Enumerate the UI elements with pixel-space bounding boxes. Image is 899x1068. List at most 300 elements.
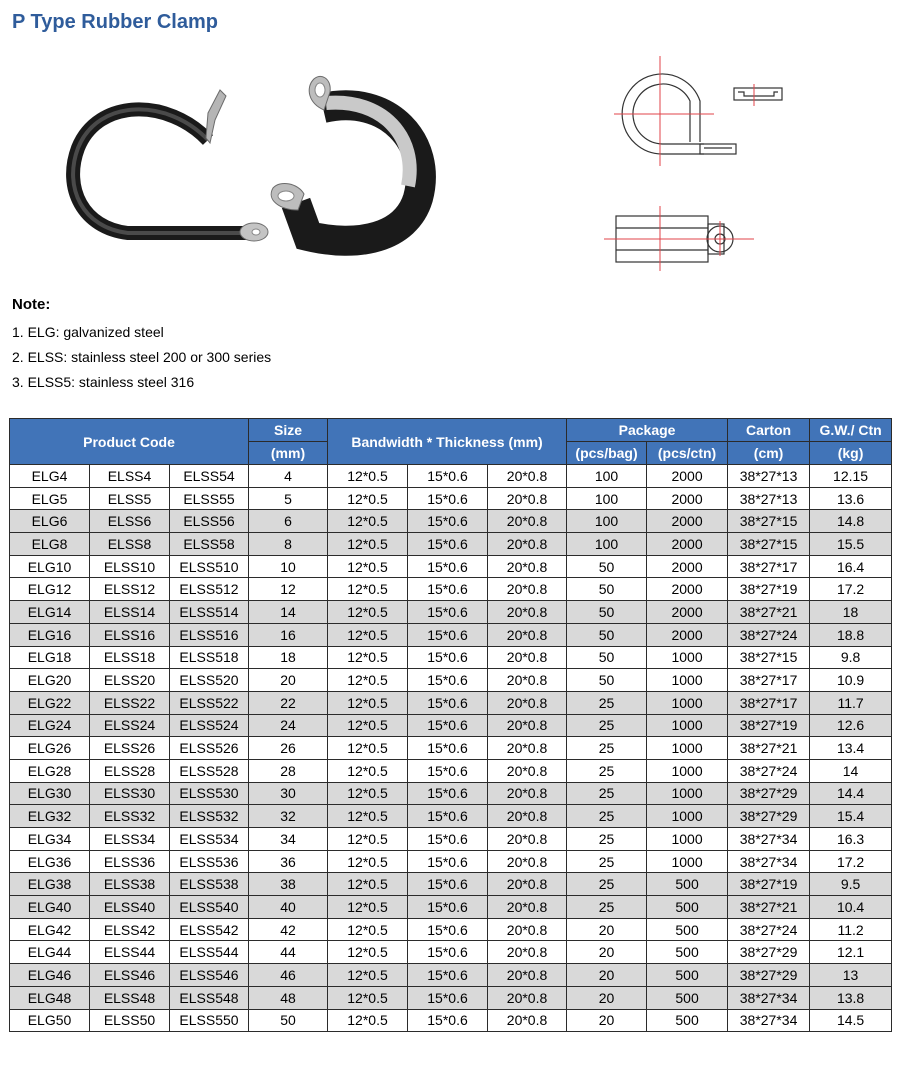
cell-band-20: 20*0.8 bbox=[488, 714, 567, 737]
cell-elss5-code: ELSS536 bbox=[170, 850, 249, 873]
cell-size: 30 bbox=[249, 782, 328, 805]
cell-pcs-ctn: 500 bbox=[647, 896, 728, 919]
cell-elg-code: ELG48 bbox=[10, 986, 90, 1009]
cell-gross-weight: 10.9 bbox=[810, 669, 892, 692]
cell-elss-code: ELSS20 bbox=[90, 669, 170, 692]
cell-band-15: 15*0.6 bbox=[408, 964, 488, 987]
cell-band-20: 20*0.8 bbox=[488, 737, 567, 760]
cell-band-12: 12*0.5 bbox=[328, 714, 408, 737]
cell-pcs-bag: 50 bbox=[567, 601, 647, 624]
cell-elss5-code: ELSS540 bbox=[170, 896, 249, 919]
header-carton-unit: (cm) bbox=[728, 442, 810, 465]
cell-band-15: 15*0.6 bbox=[408, 941, 488, 964]
cell-carton: 38*27*17 bbox=[728, 555, 810, 578]
table-row bbox=[10, 533, 892, 556]
clamp-right-image bbox=[271, 76, 421, 240]
cell-size: 48 bbox=[249, 986, 328, 1009]
cell-band-15: 15*0.6 bbox=[408, 601, 488, 624]
table-row bbox=[10, 850, 892, 873]
cell-elss5-code: ELSS524 bbox=[170, 714, 249, 737]
cell-band-15: 15*0.6 bbox=[408, 828, 488, 851]
cell-carton: 38*27*24 bbox=[728, 759, 810, 782]
cell-gross-weight: 11.2 bbox=[810, 918, 892, 941]
cell-size: 12 bbox=[249, 578, 328, 601]
cell-pcs-bag: 25 bbox=[567, 873, 647, 896]
cell-size: 14 bbox=[249, 601, 328, 624]
cell-band-12: 12*0.5 bbox=[328, 669, 408, 692]
cell-band-15: 15*0.6 bbox=[408, 737, 488, 760]
table-row bbox=[10, 646, 892, 669]
cell-band-20: 20*0.8 bbox=[488, 782, 567, 805]
cell-band-15: 15*0.6 bbox=[408, 487, 488, 510]
cell-elss5-code: ELSS518 bbox=[170, 646, 249, 669]
cell-carton: 38*27*19 bbox=[728, 873, 810, 896]
table-row bbox=[10, 918, 892, 941]
cell-gross-weight: 12.6 bbox=[810, 714, 892, 737]
cell-pcs-ctn: 1000 bbox=[647, 714, 728, 737]
cell-size: 22 bbox=[249, 691, 328, 714]
cell-band-12: 12*0.5 bbox=[328, 487, 408, 510]
cell-band-12: 12*0.5 bbox=[328, 510, 408, 533]
cell-gross-weight: 14 bbox=[810, 759, 892, 782]
cell-elg-code: ELG26 bbox=[10, 737, 90, 760]
cell-elss5-code: ELSS54 bbox=[170, 465, 249, 488]
table-row bbox=[10, 669, 892, 692]
cell-carton: 38*27*17 bbox=[728, 691, 810, 714]
cell-pcs-ctn: 1000 bbox=[647, 646, 728, 669]
cell-carton: 38*27*17 bbox=[728, 669, 810, 692]
cell-elss-code: ELSS42 bbox=[90, 918, 170, 941]
cell-carton: 38*27*19 bbox=[728, 578, 810, 601]
cell-gross-weight: 18.8 bbox=[810, 623, 892, 646]
cell-size: 10 bbox=[249, 555, 328, 578]
table-row bbox=[10, 487, 892, 510]
cell-band-20: 20*0.8 bbox=[488, 805, 567, 828]
cell-gross-weight: 15.4 bbox=[810, 805, 892, 828]
specification-table bbox=[9, 418, 892, 1032]
cell-elg-code: ELG10 bbox=[10, 555, 90, 578]
cell-carton: 38*27*29 bbox=[728, 964, 810, 987]
cell-pcs-bag: 100 bbox=[567, 465, 647, 488]
cell-carton: 38*27*24 bbox=[728, 623, 810, 646]
cell-band-15: 15*0.6 bbox=[408, 759, 488, 782]
cell-pcs-bag: 50 bbox=[567, 578, 647, 601]
cell-band-12: 12*0.5 bbox=[328, 623, 408, 646]
cell-gross-weight: 13.4 bbox=[810, 737, 892, 760]
cell-band-12: 12*0.5 bbox=[328, 896, 408, 919]
cell-elss5-code: ELSS56 bbox=[170, 510, 249, 533]
cell-gross-weight: 12.15 bbox=[810, 465, 892, 488]
cell-band-12: 12*0.5 bbox=[328, 646, 408, 669]
cell-elss5-code: ELSS542 bbox=[170, 918, 249, 941]
cell-elss5-code: ELSS522 bbox=[170, 691, 249, 714]
table-row bbox=[10, 1009, 892, 1032]
cell-elss-code: ELSS24 bbox=[90, 714, 170, 737]
cell-carton: 38*27*19 bbox=[728, 714, 810, 737]
cell-band-15: 15*0.6 bbox=[408, 805, 488, 828]
cell-elss-code: ELSS34 bbox=[90, 828, 170, 851]
cell-elss-code: ELSS18 bbox=[90, 646, 170, 669]
table-row bbox=[10, 964, 892, 987]
cell-gross-weight: 13.8 bbox=[810, 986, 892, 1009]
cell-gross-weight: 9.8 bbox=[810, 646, 892, 669]
cell-pcs-bag: 25 bbox=[567, 691, 647, 714]
cell-band-12: 12*0.5 bbox=[328, 533, 408, 556]
cell-size: 46 bbox=[249, 964, 328, 987]
cell-size: 42 bbox=[249, 918, 328, 941]
cell-carton: 38*27*29 bbox=[728, 805, 810, 828]
cell-pcs-ctn: 500 bbox=[647, 918, 728, 941]
cell-elss-code: ELSS22 bbox=[90, 691, 170, 714]
cell-carton: 38*27*29 bbox=[728, 782, 810, 805]
table-row bbox=[10, 896, 892, 919]
cell-band-15: 15*0.6 bbox=[408, 465, 488, 488]
cell-gross-weight: 13 bbox=[810, 964, 892, 987]
cell-size: 18 bbox=[249, 646, 328, 669]
cell-pcs-bag: 100 bbox=[567, 533, 647, 556]
cell-elss5-code: ELSS546 bbox=[170, 964, 249, 987]
cell-band-20: 20*0.8 bbox=[488, 759, 567, 782]
cell-band-20: 20*0.8 bbox=[488, 918, 567, 941]
cell-band-12: 12*0.5 bbox=[328, 941, 408, 964]
cell-pcs-bag: 50 bbox=[567, 555, 647, 578]
note-item: 2. ELSS: stainless steel 200 or 300 series bbox=[12, 349, 272, 365]
cell-gross-weight: 13.6 bbox=[810, 487, 892, 510]
cell-band-15: 15*0.6 bbox=[408, 646, 488, 669]
cell-size: 38 bbox=[249, 873, 328, 896]
cell-gross-weight: 14.4 bbox=[810, 782, 892, 805]
cell-elg-code: ELG32 bbox=[10, 805, 90, 828]
cell-elg-code: ELG50 bbox=[10, 1009, 90, 1032]
cell-gross-weight: 16.3 bbox=[810, 828, 892, 851]
cell-pcs-ctn: 500 bbox=[647, 986, 728, 1009]
table-row bbox=[10, 873, 892, 896]
cell-gross-weight: 16.4 bbox=[810, 555, 892, 578]
cell-band-20: 20*0.8 bbox=[488, 691, 567, 714]
cell-band-20: 20*0.8 bbox=[488, 487, 567, 510]
cell-pcs-ctn: 1000 bbox=[647, 805, 728, 828]
cell-elss5-code: ELSS516 bbox=[170, 623, 249, 646]
cell-pcs-bag: 25 bbox=[567, 805, 647, 828]
cell-band-20: 20*0.8 bbox=[488, 964, 567, 987]
cell-gross-weight: 17.2 bbox=[810, 850, 892, 873]
note-section bbox=[12, 296, 271, 395]
cell-elss-code: ELSS36 bbox=[90, 850, 170, 873]
cell-carton: 38*27*34 bbox=[728, 850, 810, 873]
cell-carton: 38*27*34 bbox=[728, 828, 810, 851]
cell-gross-weight: 17.2 bbox=[810, 578, 892, 601]
cell-carton: 38*27*13 bbox=[728, 465, 810, 488]
cell-band-20: 20*0.8 bbox=[488, 646, 567, 669]
cell-pcs-bag: 25 bbox=[567, 896, 647, 919]
cell-band-12: 12*0.5 bbox=[328, 601, 408, 624]
cell-pcs-bag: 25 bbox=[567, 759, 647, 782]
product-photo bbox=[58, 68, 438, 268]
table-row bbox=[10, 623, 892, 646]
cell-elg-code: ELG16 bbox=[10, 623, 90, 646]
cell-band-15: 15*0.6 bbox=[408, 533, 488, 556]
cell-carton: 38*27*29 bbox=[728, 941, 810, 964]
cell-pcs-ctn: 2000 bbox=[647, 487, 728, 510]
cell-elg-code: ELG14 bbox=[10, 601, 90, 624]
cell-carton: 38*27*15 bbox=[728, 510, 810, 533]
cell-band-12: 12*0.5 bbox=[328, 850, 408, 873]
cell-band-20: 20*0.8 bbox=[488, 578, 567, 601]
cell-pcs-ctn: 2000 bbox=[647, 465, 728, 488]
cell-band-15: 15*0.6 bbox=[408, 896, 488, 919]
cell-elss5-code: ELSS544 bbox=[170, 941, 249, 964]
cell-size: 24 bbox=[249, 714, 328, 737]
cell-gross-weight: 10.4 bbox=[810, 896, 892, 919]
cell-pcs-ctn: 500 bbox=[647, 873, 728, 896]
cell-size: 20 bbox=[249, 669, 328, 692]
table-row bbox=[10, 737, 892, 760]
header-pcs-ctn: (pcs/ctn) bbox=[647, 442, 728, 465]
cell-size: 5 bbox=[249, 487, 328, 510]
cell-elg-code: ELG24 bbox=[10, 714, 90, 737]
header-bandwidth: Bandwidth * Thickness (mm) bbox=[328, 419, 567, 465]
cell-elss-code: ELSS50 bbox=[90, 1009, 170, 1032]
cell-elg-code: ELG22 bbox=[10, 691, 90, 714]
cell-elg-code: ELG18 bbox=[10, 646, 90, 669]
cell-elg-code: ELG38 bbox=[10, 873, 90, 896]
cell-pcs-ctn: 2000 bbox=[647, 555, 728, 578]
cell-pcs-bag: 25 bbox=[567, 850, 647, 873]
cell-elg-code: ELG28 bbox=[10, 759, 90, 782]
cell-elg-code: ELG6 bbox=[10, 510, 90, 533]
cell-pcs-bag: 25 bbox=[567, 714, 647, 737]
cell-pcs-bag: 50 bbox=[567, 669, 647, 692]
cell-pcs-bag: 25 bbox=[567, 782, 647, 805]
header-product-code: Product Code bbox=[10, 419, 249, 465]
cell-band-20: 20*0.8 bbox=[488, 669, 567, 692]
cell-band-12: 12*0.5 bbox=[328, 691, 408, 714]
cell-size: 28 bbox=[249, 759, 328, 782]
cell-band-12: 12*0.5 bbox=[328, 737, 408, 760]
cell-elg-code: ELG36 bbox=[10, 850, 90, 873]
cell-pcs-ctn: 500 bbox=[647, 964, 728, 987]
cell-band-20: 20*0.8 bbox=[488, 533, 567, 556]
cell-carton: 38*27*21 bbox=[728, 601, 810, 624]
cell-carton: 38*27*34 bbox=[728, 1009, 810, 1032]
cell-elg-code: ELG20 bbox=[10, 669, 90, 692]
cell-band-12: 12*0.5 bbox=[328, 805, 408, 828]
cell-elss-code: ELSS46 bbox=[90, 964, 170, 987]
cell-band-15: 15*0.6 bbox=[408, 691, 488, 714]
cell-elg-code: ELG44 bbox=[10, 941, 90, 964]
cell-pcs-bag: 20 bbox=[567, 986, 647, 1009]
cell-elss5-code: ELSS534 bbox=[170, 828, 249, 851]
cell-band-12: 12*0.5 bbox=[328, 986, 408, 1009]
cell-elg-code: ELG34 bbox=[10, 828, 90, 851]
cell-band-12: 12*0.5 bbox=[328, 782, 408, 805]
cell-elss-code: ELSS32 bbox=[90, 805, 170, 828]
table-row bbox=[10, 805, 892, 828]
cell-size: 36 bbox=[249, 850, 328, 873]
cell-pcs-bag: 25 bbox=[567, 737, 647, 760]
cell-size: 44 bbox=[249, 941, 328, 964]
table-row bbox=[10, 510, 892, 533]
cell-pcs-bag: 20 bbox=[567, 918, 647, 941]
cell-band-12: 12*0.5 bbox=[328, 555, 408, 578]
cell-pcs-ctn: 1000 bbox=[647, 782, 728, 805]
cell-carton: 38*27*24 bbox=[728, 918, 810, 941]
table-row bbox=[10, 555, 892, 578]
cell-pcs-ctn: 1000 bbox=[647, 737, 728, 760]
cell-size: 40 bbox=[249, 896, 328, 919]
header-carton: Carton bbox=[728, 419, 810, 442]
header-package: Package bbox=[567, 419, 728, 442]
cell-elss5-code: ELSS528 bbox=[170, 759, 249, 782]
cell-elss-code: ELSS8 bbox=[90, 533, 170, 556]
cell-elss-code: ELSS48 bbox=[90, 986, 170, 1009]
table-row bbox=[10, 601, 892, 624]
cell-elss5-code: ELSS520 bbox=[170, 669, 249, 692]
cell-elss-code: ELSS5 bbox=[90, 487, 170, 510]
cell-pcs-bag: 20 bbox=[567, 941, 647, 964]
cell-pcs-bag: 50 bbox=[567, 646, 647, 669]
cell-elss5-code: ELSS510 bbox=[170, 555, 249, 578]
cell-elss5-code: ELSS530 bbox=[170, 782, 249, 805]
cell-elss-code: ELSS44 bbox=[90, 941, 170, 964]
cell-pcs-bag: 100 bbox=[567, 487, 647, 510]
cell-carton: 38*27*21 bbox=[728, 737, 810, 760]
cell-band-15: 15*0.6 bbox=[408, 555, 488, 578]
cell-elss5-code: ELSS55 bbox=[170, 487, 249, 510]
cell-elss-code: ELSS30 bbox=[90, 782, 170, 805]
cell-elss-code: ELSS14 bbox=[90, 601, 170, 624]
cell-elss5-code: ELSS548 bbox=[170, 986, 249, 1009]
cell-band-20: 20*0.8 bbox=[488, 896, 567, 919]
cell-band-12: 12*0.5 bbox=[328, 873, 408, 896]
cell-band-15: 15*0.6 bbox=[408, 714, 488, 737]
cell-gross-weight: 18 bbox=[810, 601, 892, 624]
cell-pcs-bag: 100 bbox=[567, 510, 647, 533]
cell-elg-code: ELG46 bbox=[10, 964, 90, 987]
cell-band-20: 20*0.8 bbox=[488, 623, 567, 646]
cell-pcs-ctn: 500 bbox=[647, 941, 728, 964]
page-title: P Type Rubber Clamp bbox=[12, 11, 218, 33]
cell-band-15: 15*0.6 bbox=[408, 623, 488, 646]
table-body bbox=[10, 465, 892, 1032]
cell-elss5-code: ELSS512 bbox=[170, 578, 249, 601]
cell-carton: 38*27*15 bbox=[728, 646, 810, 669]
cell-band-20: 20*0.8 bbox=[488, 555, 567, 578]
cell-band-12: 12*0.5 bbox=[328, 1009, 408, 1032]
cell-band-20: 20*0.8 bbox=[488, 986, 567, 1009]
cell-elss-code: ELSS12 bbox=[90, 578, 170, 601]
cell-band-20: 20*0.8 bbox=[488, 601, 567, 624]
cell-elss-code: ELSS16 bbox=[90, 623, 170, 646]
cell-pcs-ctn: 1000 bbox=[647, 691, 728, 714]
cell-size: 50 bbox=[249, 1009, 328, 1032]
cell-elss-code: ELSS6 bbox=[90, 510, 170, 533]
cell-gross-weight: 9.5 bbox=[810, 873, 892, 896]
cell-band-15: 15*0.6 bbox=[408, 510, 488, 533]
cell-size: 34 bbox=[249, 828, 328, 851]
cell-band-15: 15*0.6 bbox=[408, 986, 488, 1009]
table-row bbox=[10, 759, 892, 782]
cell-size: 16 bbox=[249, 623, 328, 646]
table-row bbox=[10, 578, 892, 601]
cell-size: 4 bbox=[249, 465, 328, 488]
cell-band-20: 20*0.8 bbox=[488, 828, 567, 851]
cell-elg-code: ELG12 bbox=[10, 578, 90, 601]
table-row bbox=[10, 782, 892, 805]
cell-gross-weight: 11.7 bbox=[810, 691, 892, 714]
cell-pcs-bag: 50 bbox=[567, 623, 647, 646]
cell-pcs-bag: 20 bbox=[567, 1009, 647, 1032]
cell-band-12: 12*0.5 bbox=[328, 578, 408, 601]
table-row bbox=[10, 691, 892, 714]
cell-elss5-code: ELSS514 bbox=[170, 601, 249, 624]
cell-elss5-code: ELSS532 bbox=[170, 805, 249, 828]
cell-elss5-code: ELSS526 bbox=[170, 737, 249, 760]
cell-pcs-ctn: 1000 bbox=[647, 828, 728, 851]
cell-size: 32 bbox=[249, 805, 328, 828]
cell-band-20: 20*0.8 bbox=[488, 510, 567, 533]
cell-pcs-ctn: 2000 bbox=[647, 510, 728, 533]
cell-carton: 38*27*13 bbox=[728, 487, 810, 510]
cell-pcs-ctn: 1000 bbox=[647, 669, 728, 692]
cell-elg-code: ELG4 bbox=[10, 465, 90, 488]
note-item: 1. ELG: galvanized steel bbox=[12, 324, 164, 340]
cell-elg-code: ELG5 bbox=[10, 487, 90, 510]
table-row bbox=[10, 941, 892, 964]
cell-elss5-code: ELSS58 bbox=[170, 533, 249, 556]
cell-band-15: 15*0.6 bbox=[408, 873, 488, 896]
cell-band-15: 15*0.6 bbox=[408, 1009, 488, 1032]
technical-drawing bbox=[604, 56, 794, 276]
cell-band-12: 12*0.5 bbox=[328, 828, 408, 851]
cell-elss-code: ELSS10 bbox=[90, 555, 170, 578]
cell-elg-code: ELG30 bbox=[10, 782, 90, 805]
cell-elss5-code: ELSS538 bbox=[170, 873, 249, 896]
cell-pcs-ctn: 1000 bbox=[647, 850, 728, 873]
cell-band-12: 12*0.5 bbox=[328, 918, 408, 941]
cell-pcs-ctn: 500 bbox=[647, 1009, 728, 1032]
cell-elss-code: ELSS38 bbox=[90, 873, 170, 896]
table-row bbox=[10, 714, 892, 737]
header-gw: G.W./ Ctn bbox=[810, 419, 892, 442]
cell-gross-weight: 14.5 bbox=[810, 1009, 892, 1032]
cell-pcs-ctn: 2000 bbox=[647, 623, 728, 646]
header-gw-unit: (kg) bbox=[810, 442, 892, 465]
header-pcs-bag: (pcs/bag) bbox=[567, 442, 647, 465]
cell-band-15: 15*0.6 bbox=[408, 578, 488, 601]
cell-band-20: 20*0.8 bbox=[488, 941, 567, 964]
cell-gross-weight: 15.5 bbox=[810, 533, 892, 556]
cell-carton: 38*27*21 bbox=[728, 896, 810, 919]
cell-elg-code: ELG40 bbox=[10, 896, 90, 919]
cell-gross-weight: 12.1 bbox=[810, 941, 892, 964]
cell-elss-code: ELSS26 bbox=[90, 737, 170, 760]
cell-band-20: 20*0.8 bbox=[488, 1009, 567, 1032]
cell-elss5-code: ELSS550 bbox=[170, 1009, 249, 1032]
cell-band-12: 12*0.5 bbox=[328, 964, 408, 987]
cell-band-15: 15*0.6 bbox=[408, 669, 488, 692]
table-row bbox=[10, 986, 892, 1009]
cell-band-20: 20*0.8 bbox=[488, 850, 567, 873]
cell-band-12: 12*0.5 bbox=[328, 465, 408, 488]
cell-band-12: 12*0.5 bbox=[328, 759, 408, 782]
table-row bbox=[10, 828, 892, 851]
cell-carton: 38*27*15 bbox=[728, 533, 810, 556]
cell-elg-code: ELG42 bbox=[10, 918, 90, 941]
cell-band-15: 15*0.6 bbox=[408, 850, 488, 873]
cell-size: 8 bbox=[249, 533, 328, 556]
cell-elss-code: ELSS28 bbox=[90, 759, 170, 782]
